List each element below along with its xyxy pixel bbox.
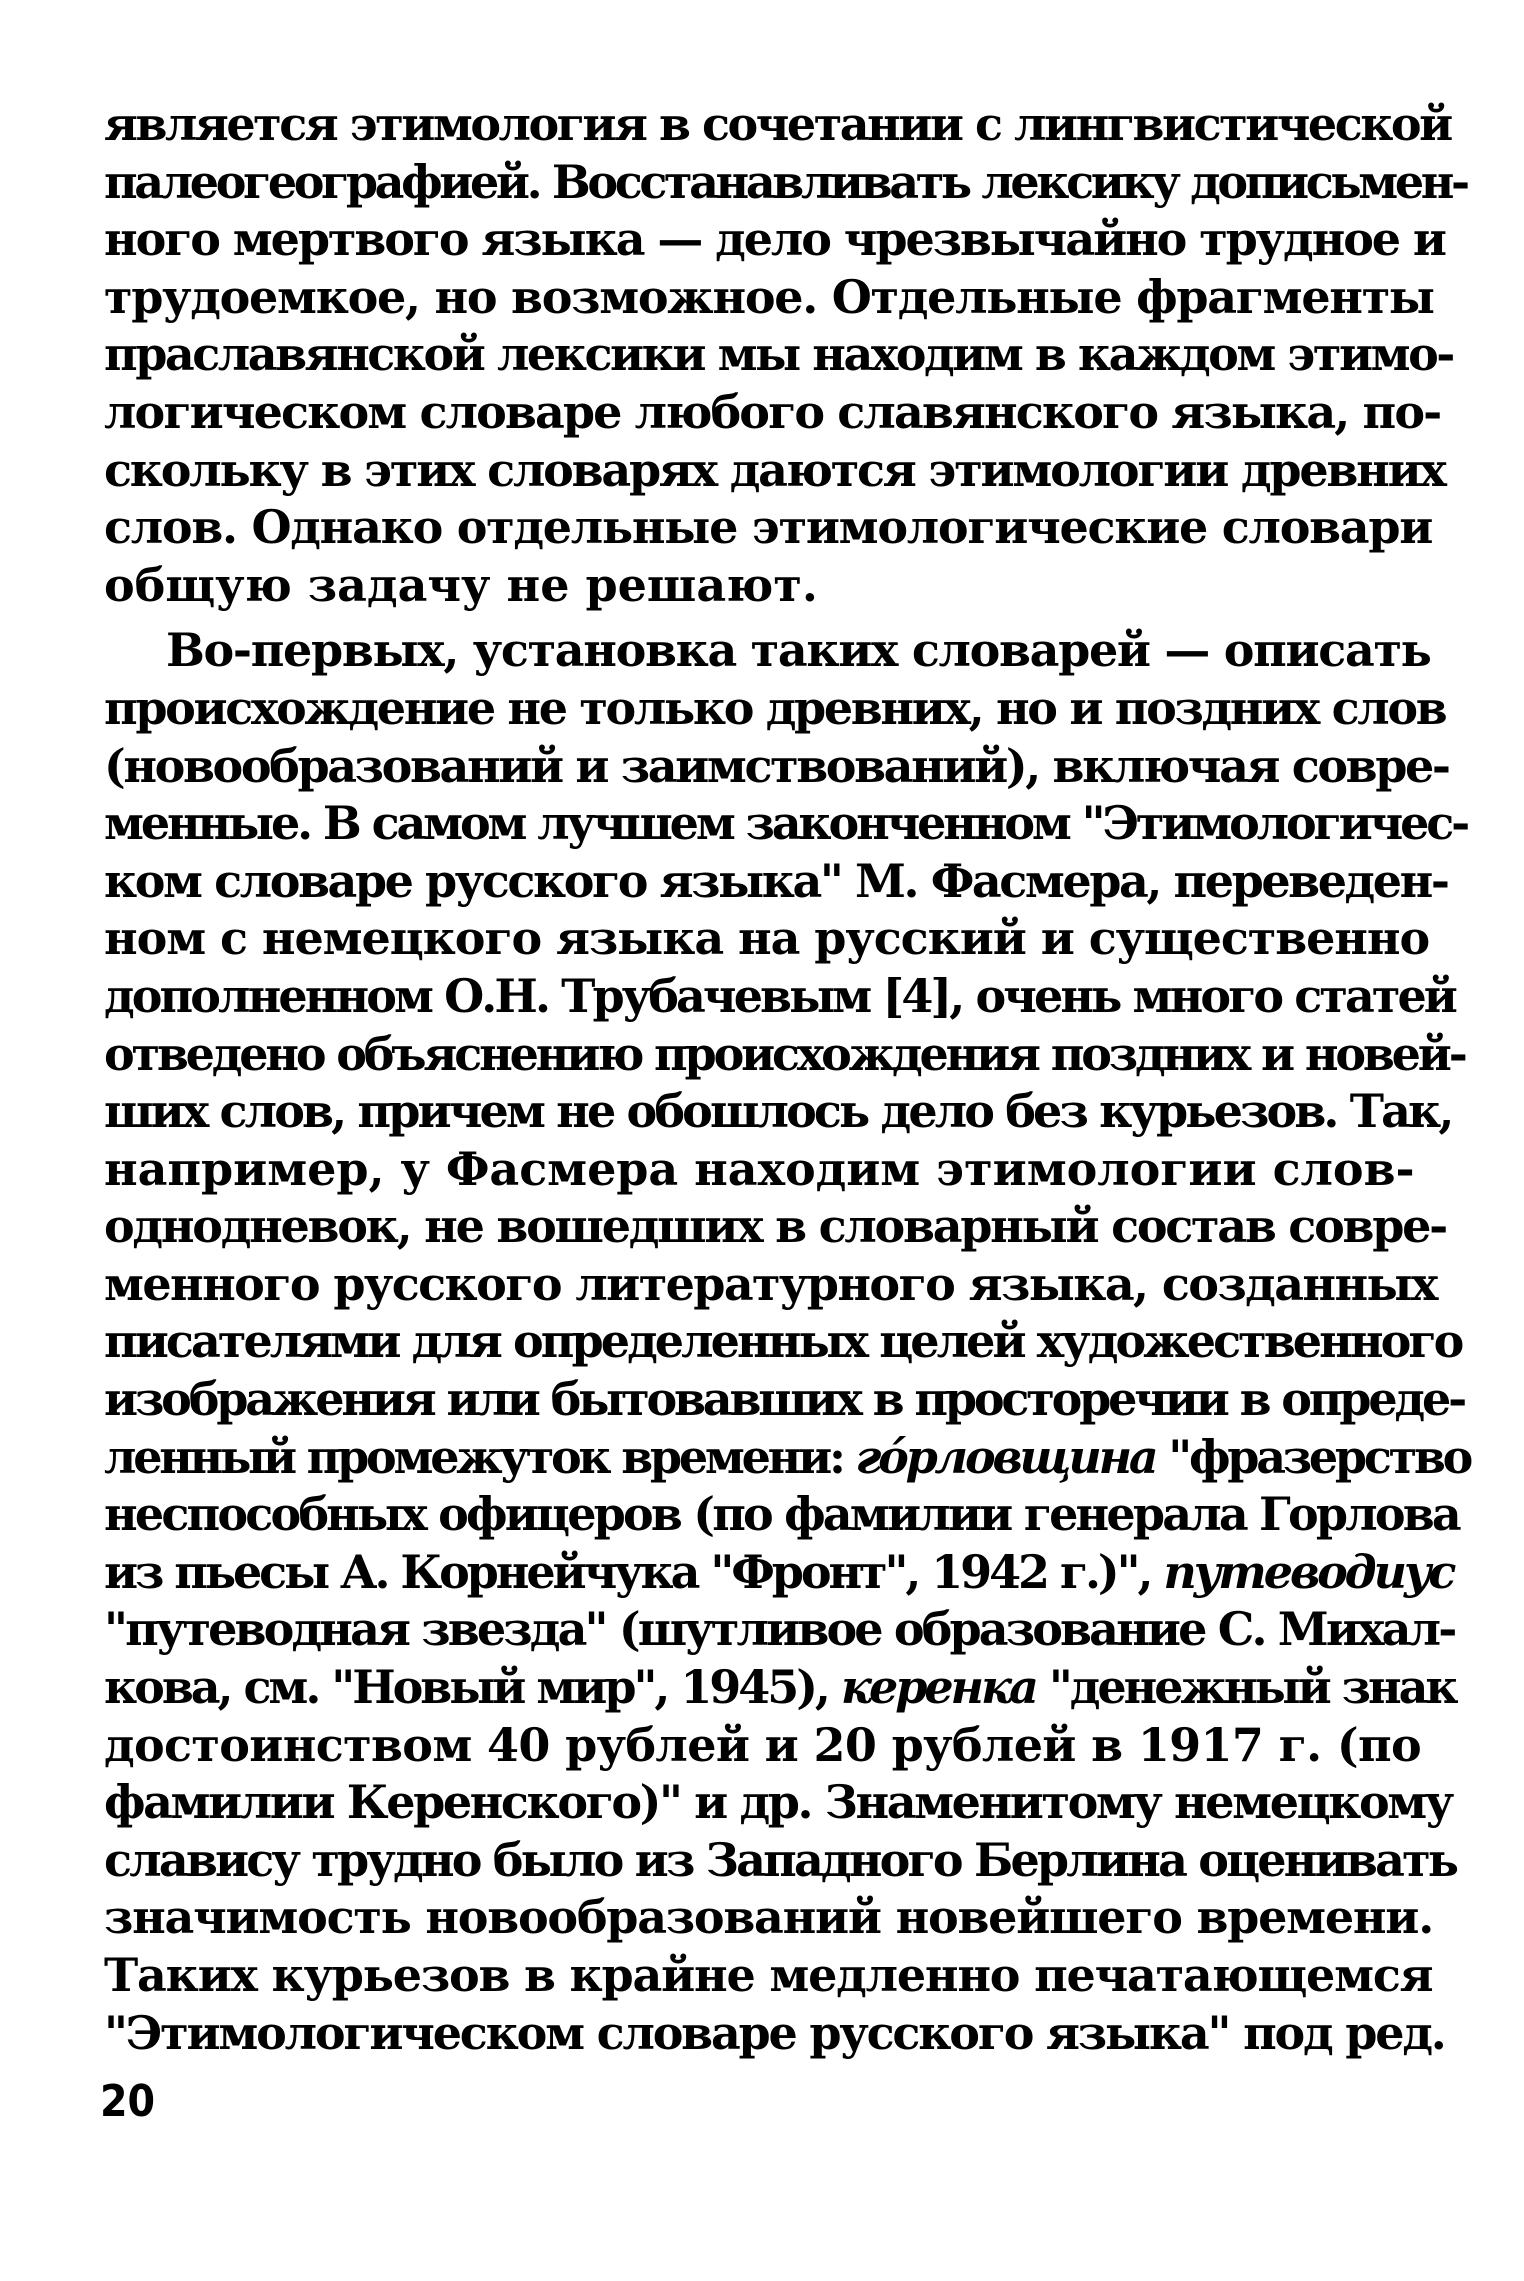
text-line: ком словаре русского языка" М. Фасмера, переведен- — [104, 853, 1448, 908]
text-line: является этимология в сочетании с лингвистической — [104, 97, 1451, 151]
body-text — [104, 96, 1471, 2062]
text-segment: "денежный знак — [1035, 1660, 1456, 1715]
text-line: слов. Однако отдельные этимологические словари — [104, 500, 1433, 555]
text-segment: "фразерство — [1155, 1429, 1471, 1484]
text-line: "Этимологическом словаре русского языка" под ред. — [104, 2005, 1445, 2060]
text-segment: кова, см. "Новый мир", 1945), — [104, 1660, 841, 1715]
text-line: отведено объяснению происхождения поздних и новей- — [104, 1026, 1465, 1081]
text-line: логическом словаре любого славянского языка, по- — [104, 384, 1441, 439]
text-segment: из пьесы А. Корнейчука "Фронт", 1942 г.)", — [104, 1544, 1164, 1599]
text-line: достоинством 40 рублей и 20 рублей в 1917 г. (по — [104, 1717, 1422, 1772]
text-line — [104, 1544, 1454, 1602]
text-line: Во-первых, установка таких словарей — описать — [166, 623, 1431, 678]
text-line: трудоемкое, но возможное. Отдельные фрагменты — [104, 269, 1434, 324]
text-line: фамилии Керенского)" и др. Знаменитому немецкому — [104, 1775, 1452, 1830]
text-line: "путеводная звезда" (шутливое образование С. Михал- — [104, 1602, 1455, 1657]
text-line: ном с немецкого языка на русский и существенно — [104, 911, 1430, 966]
text-line — [104, 1659, 1456, 1717]
page-number: 20 — [100, 2076, 156, 2127]
text-line: праславянской лексики мы находим в каждом этимо- — [104, 327, 1453, 382]
text-line: писателями для определенных целей художественного — [104, 1314, 1462, 1369]
text-line: изображения или бытовавших в просторечии в опреде- — [104, 1372, 1465, 1427]
text-line: скольку в этих словарях даются этимологии древних — [104, 442, 1445, 497]
paragraph-2 — [104, 622, 1471, 2062]
text-line: например, у Фасмера находим этимологии слов- — [104, 1141, 1415, 1196]
text-line: (новообразований и заимствований), включая совре- — [104, 738, 1449, 793]
text-line: происхождение не только древних, но и поздних слов — [104, 680, 1446, 735]
text-line: менные. В самом лучшем законченном "Этимологичес- — [104, 796, 1468, 851]
text-line: ного мертвого языка — дело чрезвычайно трудное и — [104, 212, 1445, 267]
text-line — [104, 1429, 1471, 1487]
text-line: славису трудно было из Западного Берлина оценивать — [104, 1832, 1457, 1887]
italic-word: гóрловщина — [855, 1429, 1156, 1484]
paragraph-gap — [104, 614, 1414, 622]
text-line: Таких курьезов в крайне медленно печатающемся — [104, 1948, 1433, 2002]
text-line: дополненном О.Н. Трубачевым [4], очень много статей — [104, 968, 1456, 1023]
text-segment: ленный промежуток времени: — [104, 1429, 856, 1484]
italic-word: керенка — [840, 1660, 1036, 1715]
text-line: менного русского литературного языка, созданных — [104, 1256, 1437, 1311]
text-line: однодневок, не вошедших в словарный состав совре- — [104, 1199, 1446, 1254]
paragraph-1 — [104, 96, 1467, 614]
text-line: ших слов, причем не обошлось дело без курьезов. Так, — [104, 1084, 1452, 1139]
text-line: значимость новообразований новейшего времени. — [104, 1890, 1433, 1945]
text-line: неспособных офицеров (по фамилии генерала Горлова — [104, 1487, 1459, 1542]
italic-word: путеводиус — [1163, 1544, 1454, 1599]
text-line: палеогеографией. Восстанавливать лексику дописьмен- — [104, 154, 1467, 209]
text-line: общую задачу не решают. — [104, 557, 818, 612]
